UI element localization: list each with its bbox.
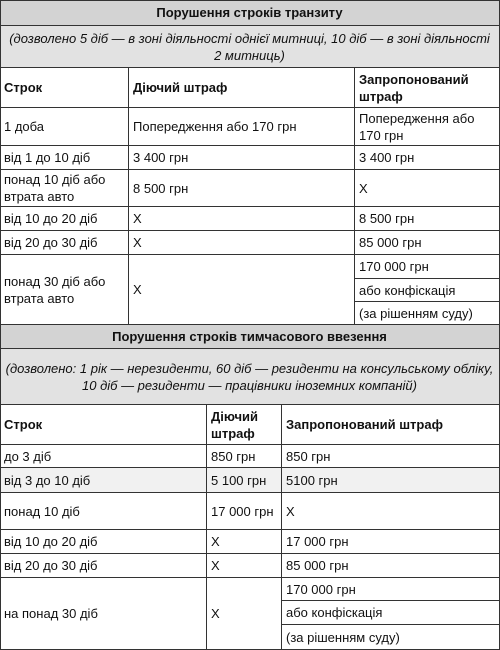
temporary-row-5-proposed: 85 000 грн	[282, 554, 500, 578]
temporary-row-1-proposed: 850 грн	[282, 445, 500, 468]
temporary-row-5-current: Х	[207, 554, 282, 578]
transit-row-3-term: понад 10 діб або втрата авто	[0, 170, 129, 207]
transit-row-4-current: Х	[129, 207, 355, 231]
transit-row-4-term: від 10 до 20 діб	[0, 207, 129, 231]
transit-row-6-term: понад 30 діб або втрата авто	[0, 255, 129, 325]
transit-row-4-proposed: 8 500 грн	[355, 207, 500, 231]
transit-row-6-proposed-amount: 170 000 грн	[355, 255, 500, 279]
transit-row-3-current: 8 500 грн	[129, 170, 355, 207]
transit-header-current-fine: Діючий штраф	[129, 68, 355, 108]
temporary-row-3-current: 17 000 грн	[207, 493, 282, 530]
transit-row-5-proposed: 85 000 грн	[355, 231, 500, 255]
transit-row-3-proposed: Х	[355, 170, 500, 207]
transit-row-5-current: Х	[129, 231, 355, 255]
transit-header-proposed-fine: Запропонований штраф	[355, 68, 500, 108]
transit-section-title: Порушення строків транзиту	[0, 0, 500, 26]
temporary-row-3-proposed: Х	[282, 493, 500, 530]
transit-row-2-term: від 1 до 10 діб	[0, 146, 129, 170]
temporary-row-5-term: від 20 до 30 діб	[0, 554, 207, 578]
temporary-row-6-term: на понад 30 діб	[0, 578, 207, 650]
temporary-row-1-term: до 3 діб	[0, 445, 207, 468]
temporary-row-6-proposed-amount: 170 000 грн	[282, 578, 500, 601]
temporary-row-6-current: Х	[207, 578, 282, 650]
transit-allowed-note: (дозволено 5 діб — в зоні діяльності однієї митниці, 10 діб — в зоні діяльності 2 митниць)	[0, 26, 500, 68]
transit-row-6-current: Х	[129, 255, 355, 325]
temporary-header-term: Строк	[0, 405, 207, 445]
temporary-header-proposed-fine: Запропонований штраф	[282, 405, 500, 445]
temporary-row-1-current: 850 грн	[207, 445, 282, 468]
transit-row-1-proposed: Попередження або 170 грн	[355, 108, 500, 146]
transit-row-1-term: 1 доба	[0, 108, 129, 146]
temporary-header-current-fine: Діючий штраф	[207, 405, 282, 445]
transit-header-term: Строк	[0, 68, 129, 108]
transit-row-2-proposed: 3 400 грн	[355, 146, 500, 170]
temporary-row-2-term: від 3 до 10 діб	[0, 468, 207, 493]
temporary-row-4-current: Х	[207, 530, 282, 554]
temporary-import-section-title: Порушення строків тимчасового ввезення	[0, 325, 500, 349]
temporary-row-2-proposed: 5100 грн	[282, 468, 500, 493]
temporary-row-4-term: від 10 до 20 діб	[0, 530, 207, 554]
temporary-import-allowed-note: (дозволено: 1 рік — нерезиденти, 60 діб — резиденти на консульському обліку, 10 діб — резиденти — працівники іноземних компаній)	[0, 349, 500, 405]
transit-row-1-current: Попередження або 170 грн	[129, 108, 355, 146]
transit-row-6-proposed-alternative: або конфіскація	[355, 279, 500, 302]
temporary-row-4-proposed: 17 000 грн	[282, 530, 500, 554]
transit-row-2-current: 3 400 грн	[129, 146, 355, 170]
temporary-row-6-proposed-condition: (за рішенням суду)	[282, 625, 500, 650]
temporary-row-3-term: понад 10 діб	[0, 493, 207, 530]
temporary-row-2-current: 5 100 грн	[207, 468, 282, 493]
transit-row-6-proposed-condition: (за рішенням суду)	[355, 302, 500, 325]
transit-row-5-term: від 20 до 30 діб	[0, 231, 129, 255]
temporary-row-6-proposed-alternative: або конфіскація	[282, 601, 500, 625]
